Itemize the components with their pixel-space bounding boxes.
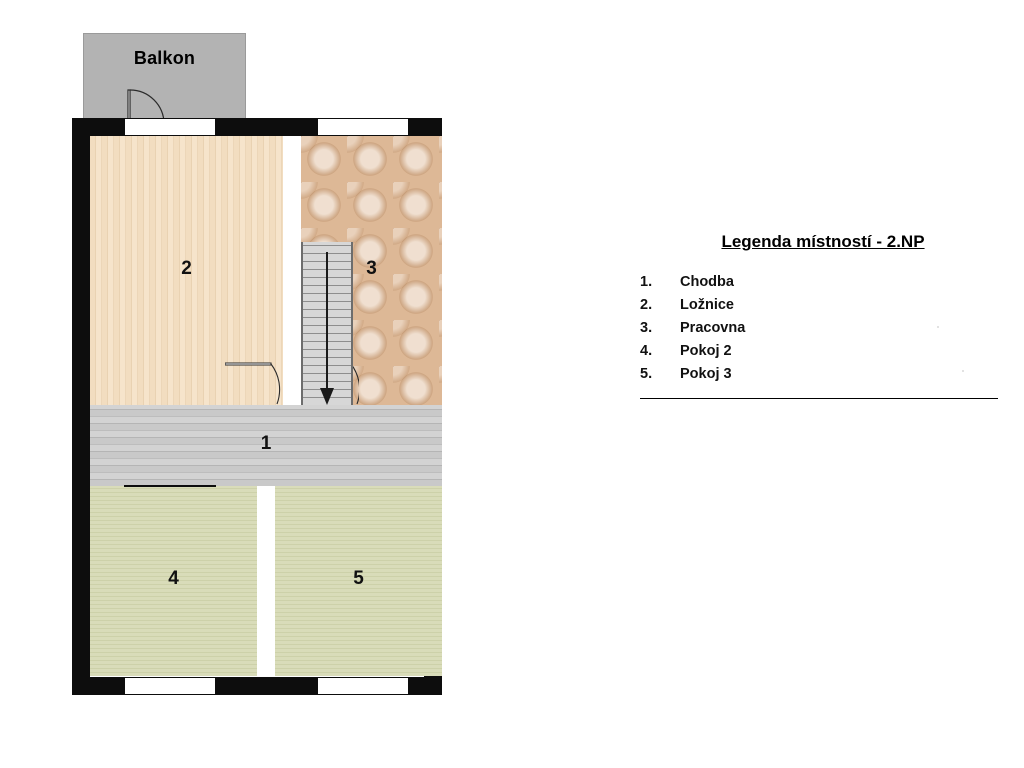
legend-item-1-label: Chodba <box>680 274 734 290</box>
legend-item-3 <box>640 320 1000 336</box>
legend-item-3-index: 3. <box>640 320 653 336</box>
exterior-walls <box>72 118 442 695</box>
window-bottom-right <box>317 677 409 695</box>
room-5-pokoj-3 <box>275 486 442 676</box>
legend-item-4-label: Pokoj 2 <box>680 343 732 359</box>
legend-item-1-index: 1. <box>640 274 653 290</box>
room-3-number: 3 <box>366 258 377 279</box>
legend-title: Legenda místností - 2.NP <box>721 232 925 251</box>
room-2-door-icon <box>225 360 283 406</box>
room-4-pokoj-2 <box>90 486 257 676</box>
legend-item-3-label: Pracovna <box>680 320 746 336</box>
room-2-number: 2 <box>181 258 192 279</box>
legend-item-2-index: 2. <box>640 297 653 313</box>
window-bottom-left <box>124 677 216 695</box>
window-hall-left <box>124 485 216 487</box>
window-top-left <box>124 118 216 136</box>
room-4-number: 4 <box>168 568 179 589</box>
legend-item-4-index: 4. <box>640 343 653 359</box>
room-2-lozhnice <box>90 136 283 405</box>
legend-item-4 <box>640 343 1000 359</box>
legend-item-2 <box>640 297 1000 313</box>
interior-area <box>90 136 424 677</box>
room-5-number: 5 <box>353 568 364 589</box>
room-1-chodba <box>90 405 442 486</box>
legend-list <box>640 274 1000 382</box>
legend-item-5-label: Pokoj 3 <box>680 366 732 382</box>
room-1-number: 1 <box>260 433 272 454</box>
balcony-label: Balkon <box>133 48 196 68</box>
window-left-hall <box>72 490 90 492</box>
legend-item-1 <box>640 274 1000 290</box>
floor-plan <box>72 30 442 700</box>
legend-item-2-label: Ložnice <box>680 297 734 313</box>
window-top-right <box>317 118 409 136</box>
legend-item-5 <box>640 366 1000 382</box>
stairs-direction-arrow-icon <box>301 242 353 412</box>
legend-panel <box>640 232 1000 399</box>
legend-item-5-index: 5. <box>640 366 653 382</box>
legend-divider <box>640 398 998 399</box>
